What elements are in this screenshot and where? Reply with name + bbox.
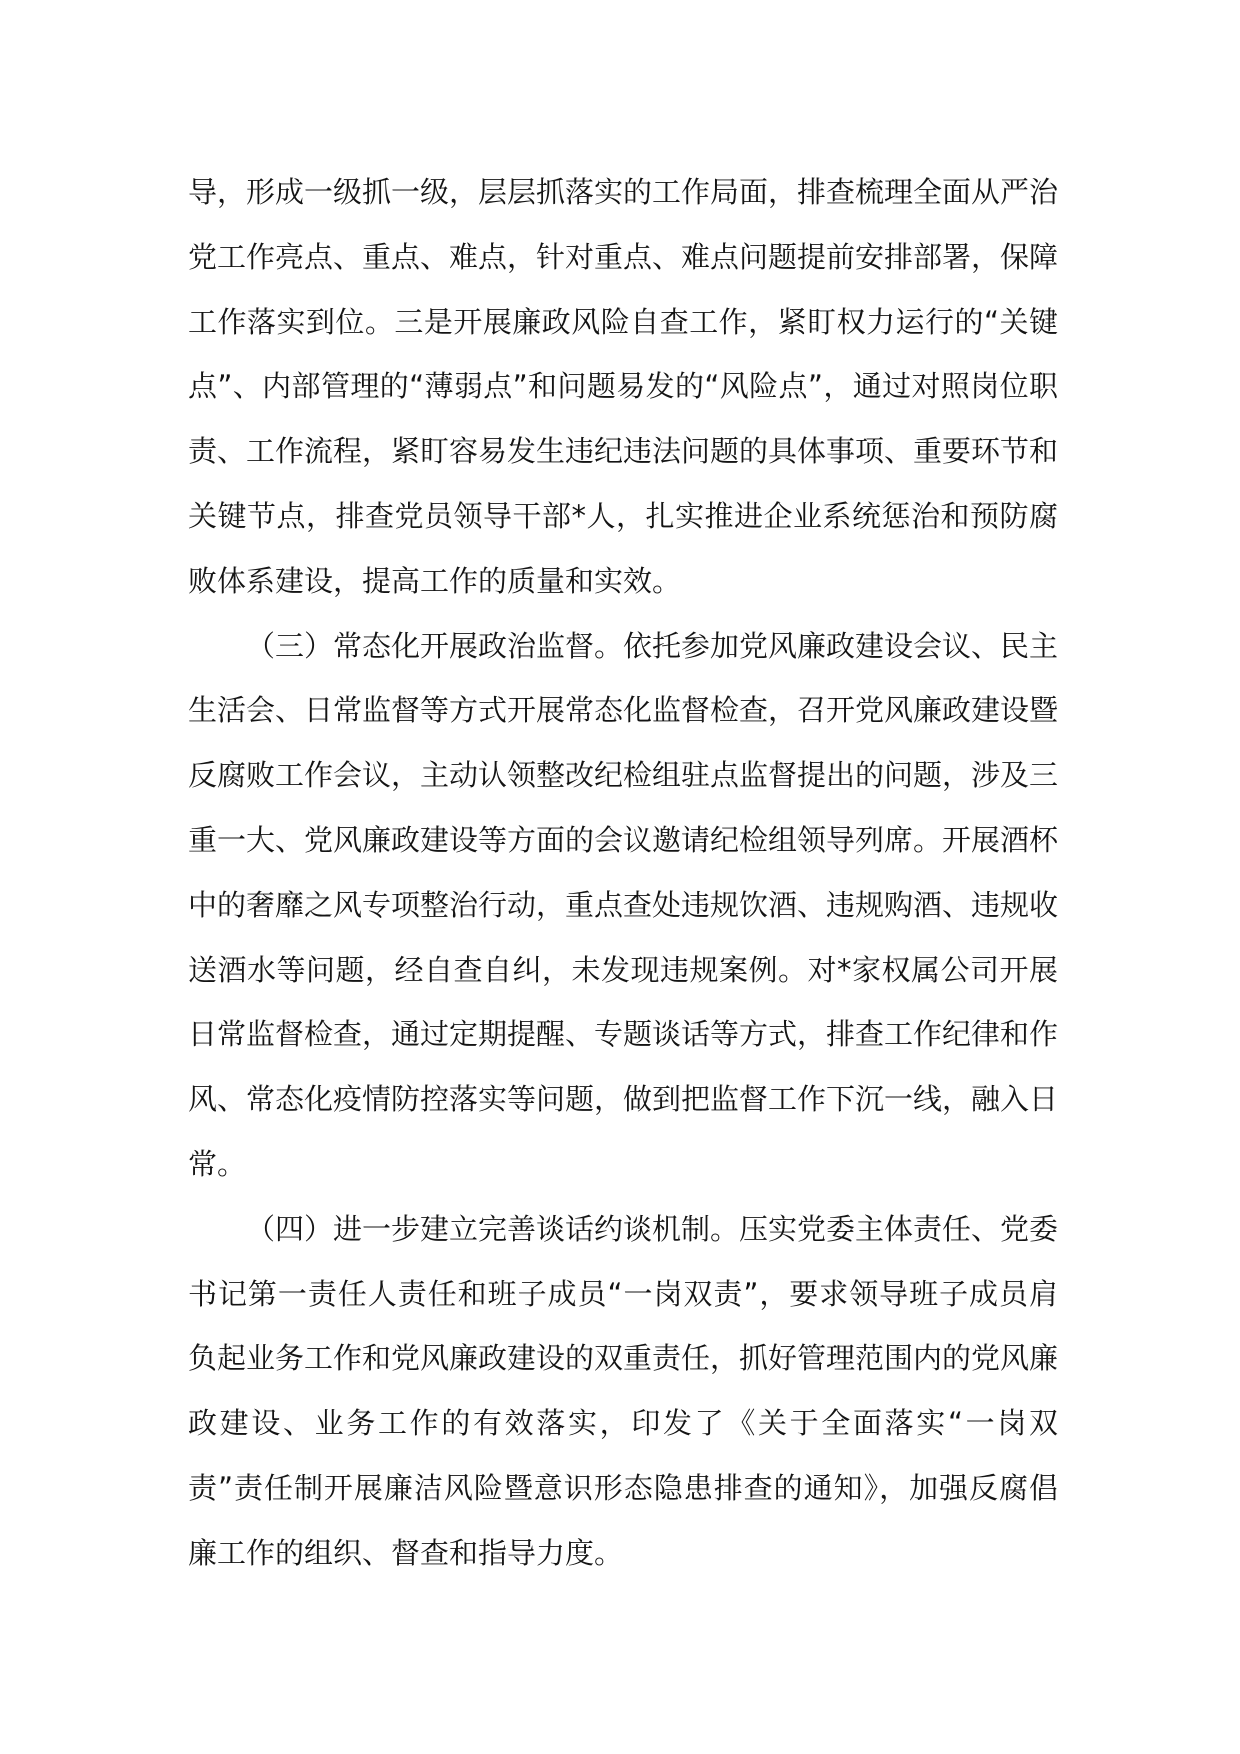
paragraph-section-three: （三）常态化开展政治监督。依托参加党风廉政建设会议、民主生活会、日常监督等方式开展常态化监督检查，召开党风廉政建设暨反腐败工作会议，主动认领整改纪检组驻点监督提出的问题，涉及三重一大、党风廉政建设等方面的会议邀请纪检组领导列席。开展酒杯中的奢靡之风专项整治行动，重点查处违规饮酒、违规购酒、违规收送酒水等问题，经自查自纠，未发现违规案例。对*家权属公司开展日常监督检查，通过定期提醒、专题谈话等方式，排查工作纪律和作风、常态化疫情防控落实等问题，做到把监督工作下沉一线，融入日常。 xyxy=(188,628,1059,1181)
paragraph-continuation: 导，形成一级抓一级，层层抓落实的工作局面，排查梳理全面从严治党工作亮点、重点、难点，针对重点、难点问题提前安排部署，保障工作落实到位。三是开展廉政风险自查工作，紧盯权力运行的“关键点”、内部管理的“薄弱点”和问题易发的“风险点”，通过对照岗位职责、工作流程，紧盯容易发生违纪违法问题的具体事项、重要环节和关键节点，排查党员领导干部*人，扎实推进企业系统惩治和预防腐败体系建设，提高工作的质量和实效。 xyxy=(188,175,1059,598)
paragraph-section-four: （四）进一步建立完善谈话约谈机制。压实党委主体责任、党委书记第一责任人责任和班子成员“一岗双责”，要求领导班子成员肩负起业务工作和党风廉政建设的双重责任，抓好管理范围内的党风廉政建设、业务工作的有效落实，印发了《关于全面落实“一岗双责”责任制开展廉洁风险暨意识形态隐患排查的通知》，加强反腐倡廉工作的组织、督查和指导力度。 xyxy=(188,1211,1059,1570)
document-body xyxy=(188,160,1058,1586)
